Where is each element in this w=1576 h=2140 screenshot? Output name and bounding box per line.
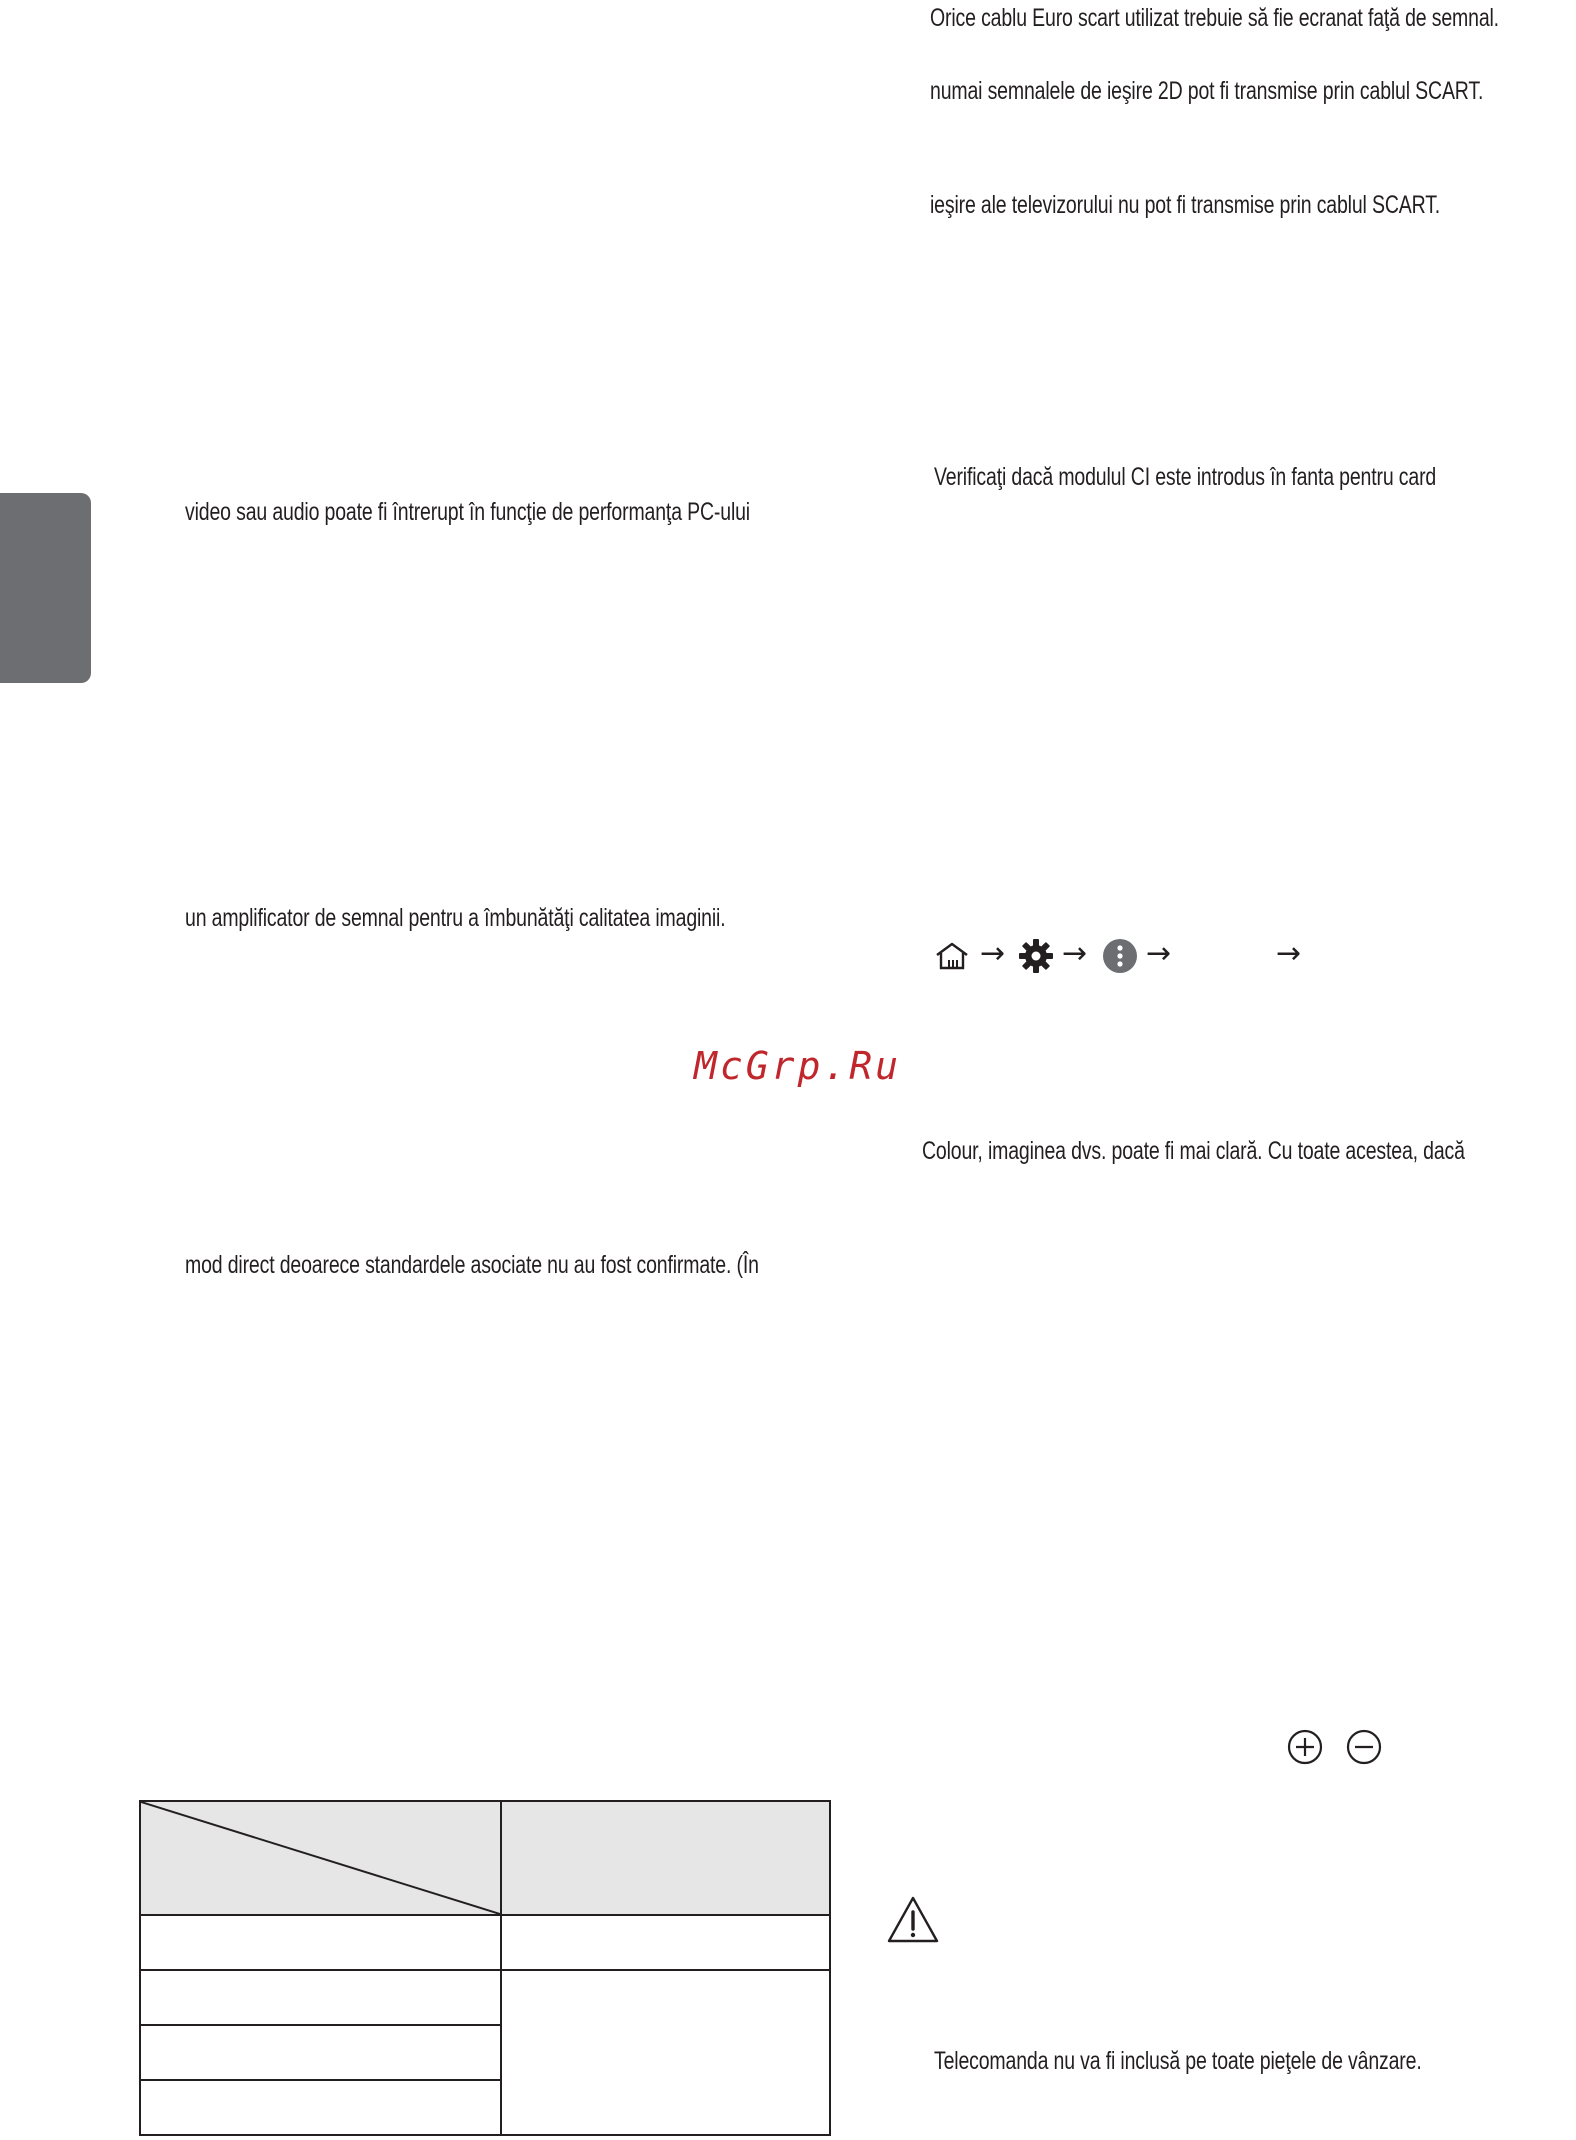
- home-icon: [934, 940, 970, 972]
- text-line-scart-output: ieşire ale televizorului nu pot fi transmise prin cablul SCART.: [930, 191, 1441, 219]
- table-cell-r2c1: [140, 1970, 501, 2025]
- text-line-colour: Colour, imaginea dvs. poate fi mai clară. Cu toate acestea, dacă: [922, 1137, 1465, 1165]
- zoom-icons: [1285, 1728, 1385, 1768]
- table-cell-r3c1: [140, 2025, 501, 2080]
- text-line-direct-mode: mod direct deoarece standardele asociate nu au fost confirmate. (În: [185, 1251, 759, 1279]
- side-section-tab: [0, 493, 91, 683]
- text-line-remote: Telecomanda nu va fi inclusă pe toate pieţele de vânzare.: [934, 2047, 1422, 2075]
- watermark: McGrp.Ru: [694, 1044, 902, 1088]
- settings-menu-path: [934, 936, 1334, 976]
- info-table: [139, 1800, 831, 2136]
- warning-triangle-icon: [886, 1895, 940, 1945]
- table-cell-r4c1: [140, 2080, 501, 2135]
- text-line-signal-amplifier: un amplificator de semnal pentru a îmbunătăţi calitatea imaginii.: [185, 904, 726, 932]
- table-header-corner-cell: [140, 1801, 501, 1915]
- table-cell-r1c1: [140, 1915, 501, 1970]
- text-line-scart-shielded: Orice cablu Euro scart utilizat trebuie să fie ecranat faţă de semnal.: [930, 4, 1499, 32]
- text-line-scart-2d: numai semnalele de ieşire 2D pot fi transmise prin cablul SCART.: [930, 77, 1484, 105]
- table-cell-r1c2: [501, 1915, 830, 1970]
- path-arrow-3: →: [1146, 936, 1172, 971]
- path-arrow-1: →: [980, 936, 1006, 971]
- path-arrow-4: →: [1276, 936, 1302, 971]
- diagonal-line: [141, 1802, 500, 1914]
- table-header-cell: [501, 1801, 830, 1915]
- text-line-ci-module: Verificaţi dacă modulul CI este introdus în fanta pentru card: [934, 463, 1437, 491]
- table-cell-merged: [501, 1970, 830, 2135]
- gear-icon: [1018, 938, 1054, 974]
- minus-circle-icon: [1348, 1731, 1380, 1763]
- text-line-pc-performance: video sau audio poate fi întrerupt în funcţie de performanţa PC-ului: [185, 498, 750, 526]
- plus-circle-icon: [1289, 1731, 1321, 1763]
- path-arrow-2: →: [1062, 936, 1088, 971]
- more-options-icon: [1102, 938, 1138, 974]
